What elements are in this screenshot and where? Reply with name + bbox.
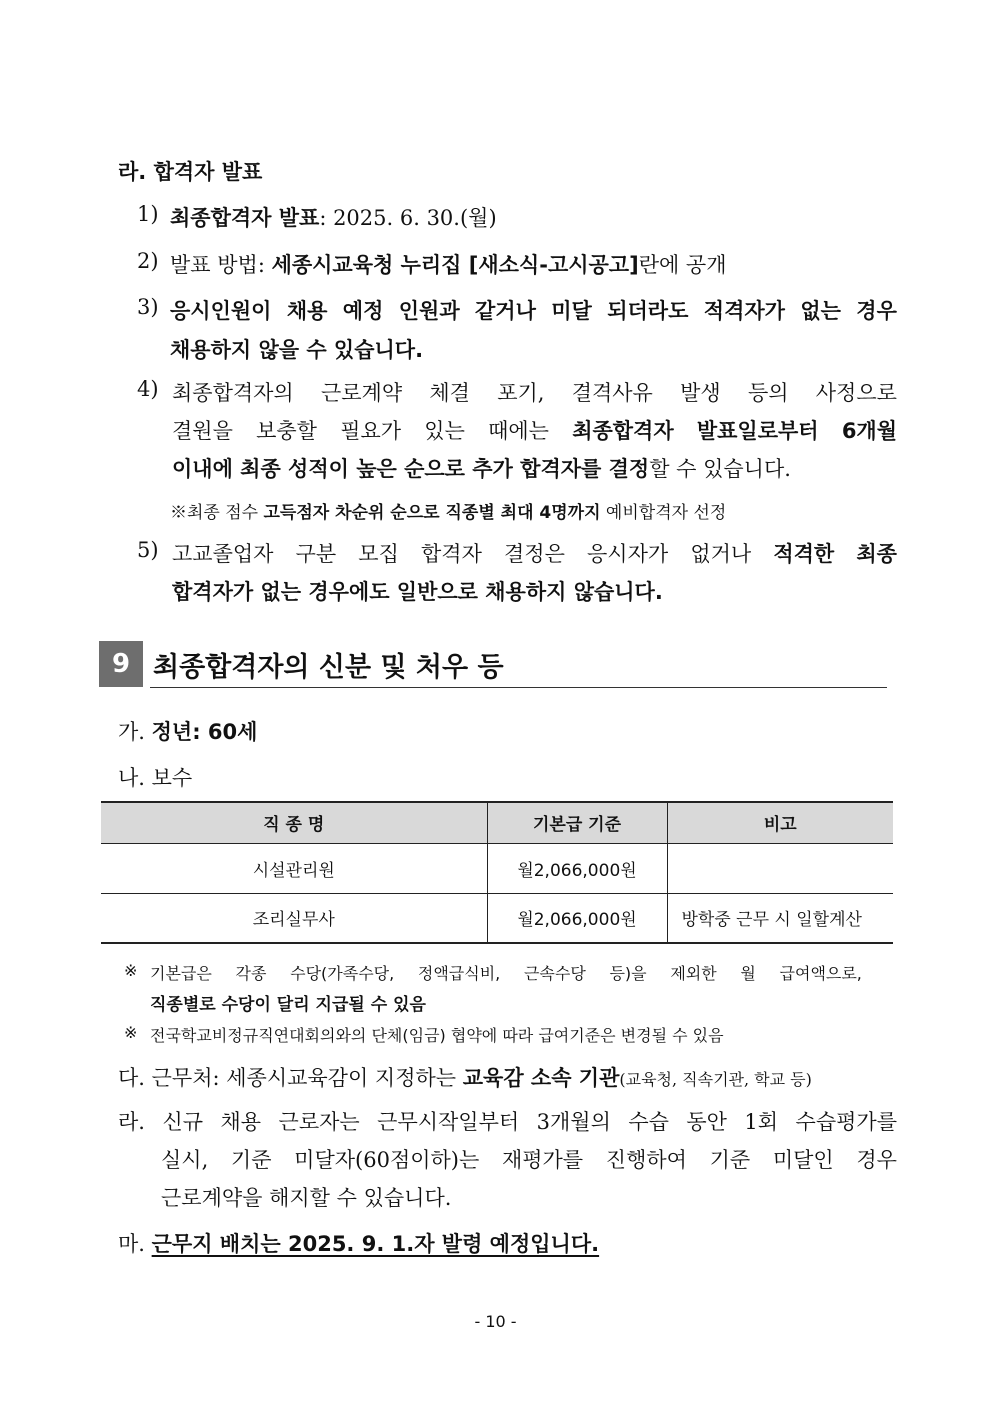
word: 기준 [709, 1148, 751, 1172]
word: 체결 [429, 381, 470, 405]
workplace-examples: (교육청, 직속기관, 학교 등) [619, 1070, 812, 1089]
reserve-note-bold: 고득점자 차순위 순으로 직종별 최대 4명까지 [263, 503, 601, 523]
colon: : [319, 206, 327, 230]
word: 채용 [220, 1110, 262, 1134]
word: 진행하여 [605, 1148, 687, 1172]
word: 채용 [286, 299, 328, 323]
word: 수당(가족수당, [290, 964, 395, 983]
word: 실시, [161, 1148, 209, 1172]
section-title-underline [150, 687, 887, 688]
word: 동안 [686, 1110, 727, 1134]
probation-line3: 근로계약을 해지할 수 있습니다. [161, 1186, 452, 1210]
reserve-note-suffix: 예비합격자 선정 [600, 503, 727, 523]
word: 수습 [628, 1110, 669, 1134]
word: 없는 [800, 299, 841, 323]
assignment-line [118, 1228, 599, 1258]
item4-line1 [172, 377, 897, 407]
table-row [101, 893, 893, 943]
word: 라. [118, 1110, 145, 1134]
word: 모집 [358, 542, 399, 566]
word: 되더라도 [607, 299, 689, 323]
word: 응시인원이 [170, 299, 272, 323]
salary-table [101, 801, 893, 944]
retirement-age-line [118, 716, 257, 746]
word: 경우 [856, 299, 897, 323]
word: 수습평가를 [795, 1110, 897, 1134]
word: 제외한 [670, 964, 717, 983]
retirement-age: 정년: 60세 [151, 720, 258, 744]
method-place: 세종시교육청 누리집 [새소식-고시공고] [271, 253, 639, 277]
announce-method-line [170, 249, 727, 279]
probation-line1 [118, 1106, 897, 1136]
item4-bold: 이내에 최종 성적이 높은 순으로 추가 합격자를 결정 [172, 457, 650, 481]
item3-line2: 채용하지 않을 수 있습니다. [170, 338, 424, 362]
word: 미달인 [772, 1148, 834, 1172]
announce-label: 최종합격자 발표 [170, 206, 320, 230]
workplace-bold: 교육감 소속 기관 [462, 1066, 620, 1090]
section-number-badge: 9 [99, 641, 143, 687]
word-bold: 6개월 [841, 419, 897, 443]
subsection-heading-ra: 라. 합격자 발표 [118, 160, 263, 184]
word: 3개월의 [536, 1110, 611, 1134]
note-mark: ※ [124, 1023, 138, 1042]
word: 때에는 [488, 419, 549, 443]
word: 결정은 [504, 542, 565, 566]
word-bold: 최종합격자 [572, 419, 674, 443]
method-prefix: 발표 방법: [170, 253, 272, 277]
job-title-cell: 조리실무사 [101, 893, 487, 943]
item-prefix: 마. [118, 1232, 152, 1256]
word: 있는 [424, 419, 465, 443]
salary-note-line2: 직종별로 수당이 달리 지급될 수 있음 [150, 995, 426, 1015]
item-number: 3) [137, 295, 159, 319]
word: 근무시작일부터 [377, 1110, 520, 1134]
word: 기본급은 [150, 964, 212, 983]
column-header-base-pay: 기본급 기준 [487, 802, 667, 843]
word: 각종 [235, 964, 267, 983]
word: 필요가 [340, 419, 402, 443]
item-prefix: 가. [118, 720, 152, 744]
remarks-cell [667, 843, 893, 893]
item-number: 4) [137, 377, 159, 401]
table-row [101, 843, 893, 893]
workplace-line [118, 1062, 812, 1092]
item-number: 5) [137, 538, 159, 562]
word: 최종합격자의 [172, 381, 294, 405]
word: 결원을 [172, 419, 233, 443]
method-suffix: 란에 공개 [638, 253, 727, 277]
word: 재평가를 [501, 1148, 584, 1172]
word: 인원과 [398, 299, 460, 323]
note-mark: ※ [124, 961, 138, 980]
word: 근로계약 [320, 381, 403, 405]
remarks-cell: 방학중 근무 시 일할계산 [667, 893, 893, 943]
word: 미달 [551, 299, 592, 323]
item4-line2 [172, 415, 897, 445]
word-bold: 적격한 [773, 542, 835, 566]
word: 결격사유 [571, 381, 653, 405]
item-number: 1) [137, 202, 159, 226]
word: 합격자 [421, 542, 482, 566]
salary-note-line1 [150, 961, 862, 984]
wage-agreement-note: 전국학교비정규직연대회의와의 단체(임금) 협약에 따라 급여기준은 변경될 수 있음 [150, 1026, 724, 1045]
word: 신규 [162, 1110, 204, 1134]
word: 같거나 [475, 299, 536, 323]
column-header-job: 직 종 명 [101, 802, 487, 843]
section-title: 최종합격자의 신분 및 처우 등 [153, 652, 504, 683]
word: 기준 [230, 1148, 272, 1172]
word: 미달자(60점이하)는 [294, 1148, 480, 1172]
item5-line2: 합격자가 없는 경우에도 일반으로 채용하지 않습니다. [172, 580, 663, 604]
word: 포기, [497, 381, 545, 405]
workplace-prefix: 다. 근무처: 세종시교육감이 지정하는 [118, 1066, 463, 1090]
word: 없거나 [690, 542, 752, 566]
word-bold: 발표일로부터 [696, 419, 819, 443]
reserve-note [170, 498, 726, 523]
item3-line1 [170, 295, 897, 325]
announce-date-line [170, 202, 497, 232]
word: 사정으로 [815, 381, 897, 405]
word: 발생 [680, 381, 721, 405]
salary-heading: 나. 보수 [118, 766, 193, 790]
word: 적격자가 [703, 299, 785, 323]
word: 월 [740, 964, 756, 983]
word: 정액급식비, [417, 964, 501, 983]
word: 보충할 [256, 419, 317, 443]
word: 경우 [856, 1148, 897, 1172]
assignment-date-text: 근무지 배치는 2025. 9. 1.자 발령 예정입니다. [151, 1232, 600, 1256]
probation-line2 [161, 1144, 897, 1174]
page-number: - 10 - [474, 1312, 517, 1331]
word: 1회 [744, 1110, 779, 1134]
word: 등의 [747, 381, 789, 405]
word: 고교졸업자 [172, 542, 274, 566]
announce-date: 2025. 6. 30.(월) [326, 206, 497, 230]
word: 급여액으로, [779, 964, 862, 983]
item5-line1 [172, 538, 897, 568]
word: 응시자가 [587, 542, 669, 566]
job-title-cell: 시설관리원 [101, 843, 487, 893]
column-header-remarks: 비고 [667, 802, 893, 843]
word: 근로자는 [278, 1110, 360, 1134]
word-bold: 최종 [856, 542, 897, 566]
word: 예정 [342, 299, 384, 323]
reserve-note-prefix: ※최종 점수 [170, 503, 264, 523]
item4-tail: 할 수 있습니다. [649, 457, 791, 481]
word: 구분 [295, 542, 337, 566]
base-pay-cell: 월2,066,000원 [487, 893, 667, 943]
word: 등)을 [609, 964, 647, 983]
word: 근속수당 [523, 964, 586, 983]
item4-line3 [172, 453, 791, 483]
table-header-row [101, 802, 893, 843]
item-number: 2) [137, 249, 159, 273]
base-pay-cell: 월2,066,000원 [487, 843, 667, 893]
